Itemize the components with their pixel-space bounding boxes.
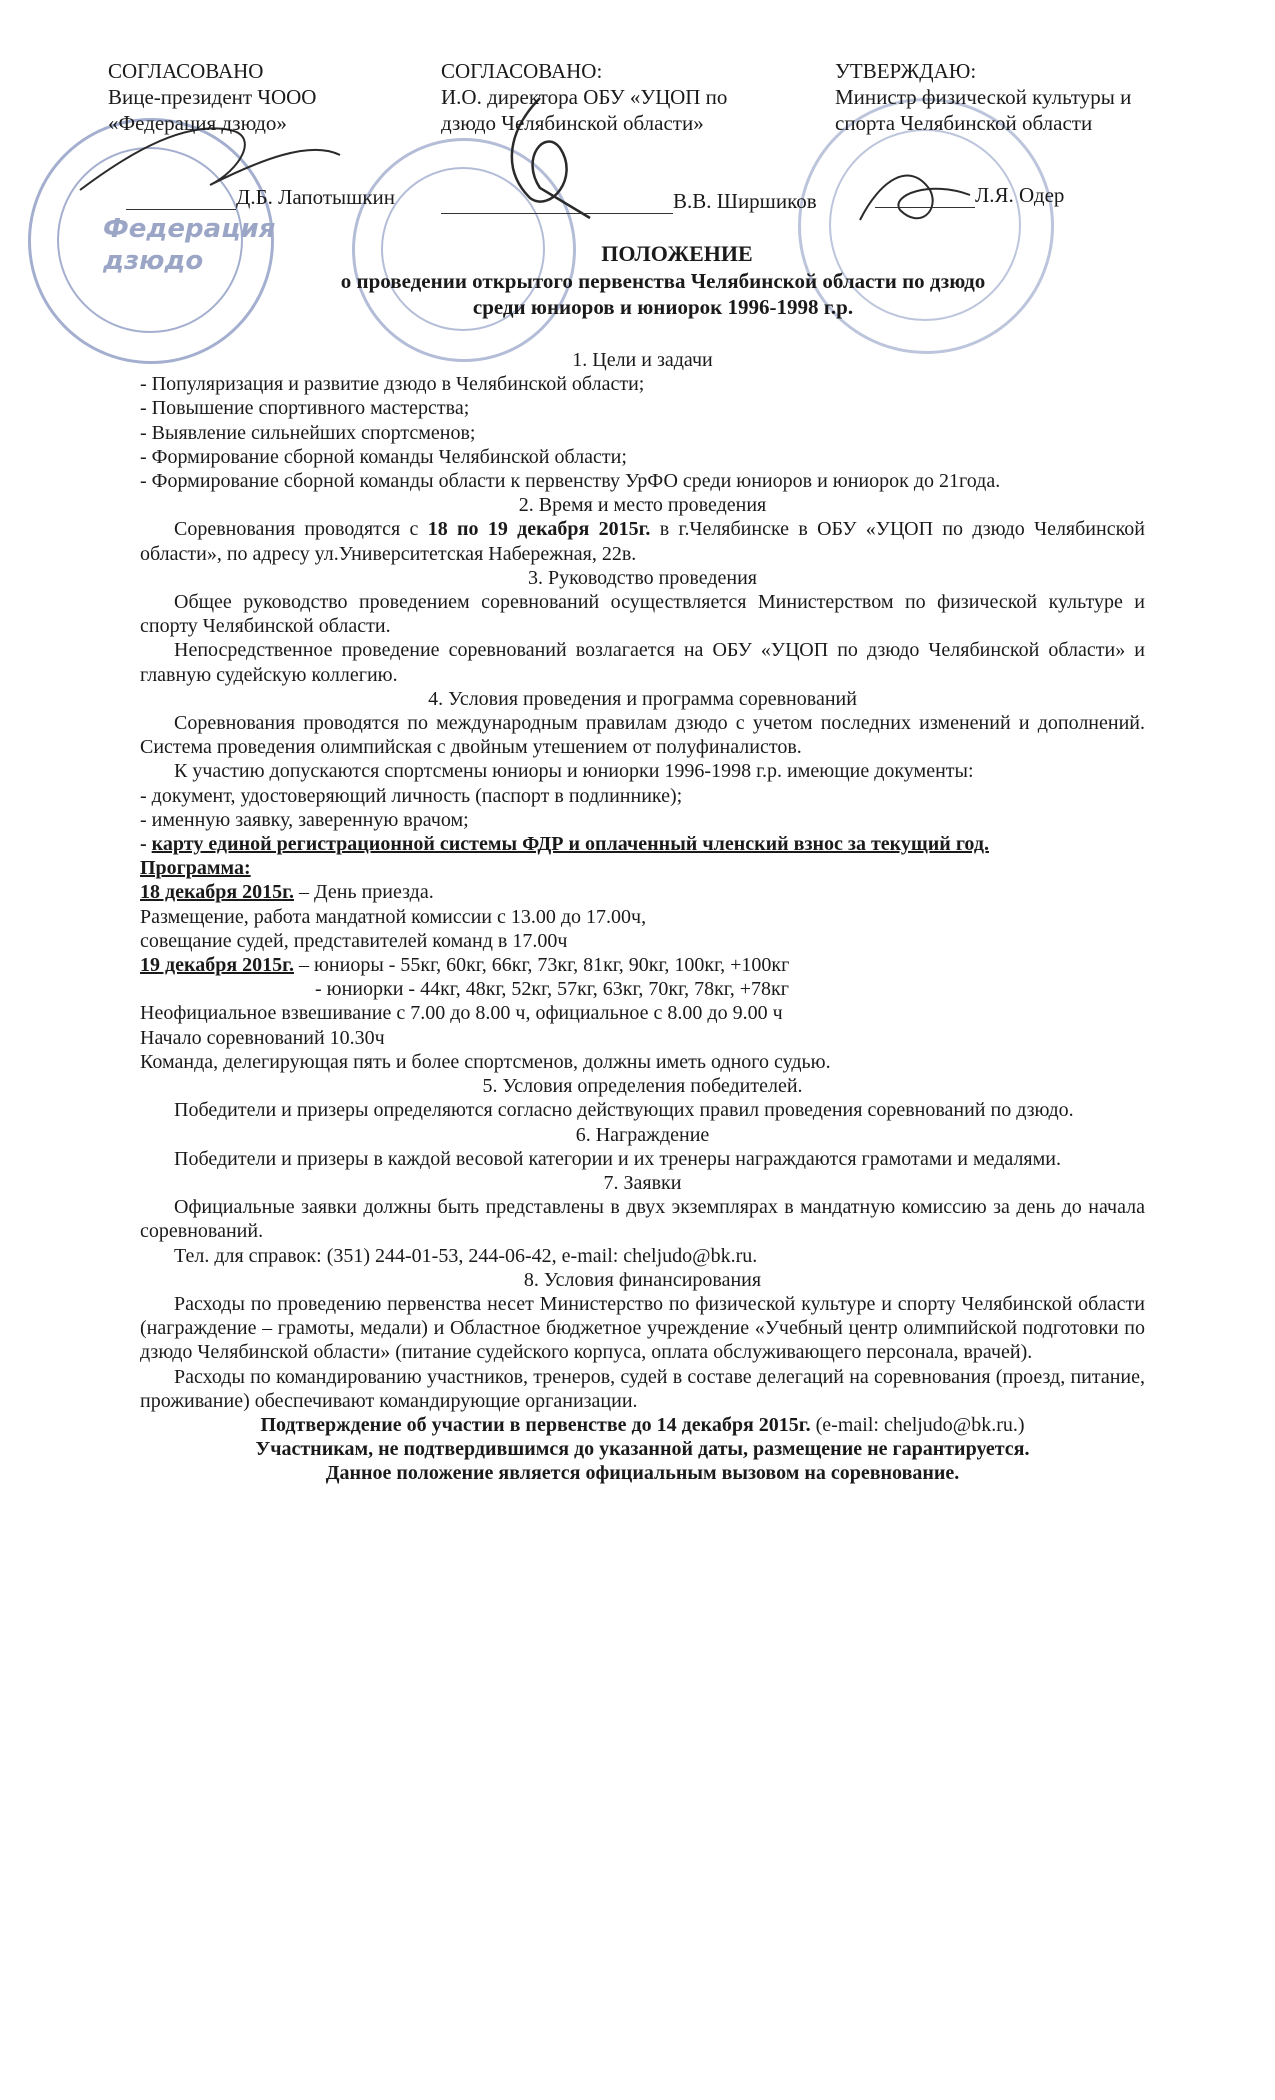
approvals-header [108, 58, 1218, 218]
signature-line [875, 182, 1064, 208]
approval-role-line: Министр физической культуры и [835, 85, 1132, 109]
program-line [140, 953, 1145, 977]
program-label: Программа: [140, 857, 251, 880]
list-item: - Повышение спортивного мастерства; [140, 397, 470, 420]
approval-block [108, 58, 418, 209]
text-run: – День приезда. [293, 881, 434, 904]
paragraph: Победители и призеры определяются согласно действующих правил проведения соревнований по дзюдо. [174, 1099, 1074, 1122]
list-item: - Формирование сборной команды Челябинской области; [140, 445, 627, 468]
text-run: Соревнования проводятся с [174, 518, 428, 541]
section-heading: 3. Руководство проведения [528, 566, 757, 589]
page-subtitle: среди юниоров и юниорок 1996-1998 г.р. [472, 295, 854, 319]
program-line: совещание судей, представителей команд в 17.00ч [140, 929, 568, 952]
list-item [140, 832, 1145, 856]
text-run: - [140, 833, 152, 856]
page-title: ПОЛОЖЕНИЕ [601, 241, 753, 266]
approval-role-line: «Федерация дзюдо» [108, 111, 287, 135]
approval-role-line: СОГЛАСОВАНО: [441, 59, 603, 83]
event-dates: 18 по 19 декабря 2015г. [427, 518, 651, 541]
approval-role-line: СОГЛАСОВАНО [108, 59, 264, 83]
paragraph: Расходы по командированию участников, тренеров, судей в составе делегаций на соревнования (проезд, питание, проживание) обеспечивают командирующие организации. [140, 1365, 1145, 1412]
text-run: – юниоры - 55кг, 60кг, 66кг, 73кг, 81кг, 90кг, 100кг, +100кг [293, 954, 790, 977]
list-item: - именную заявку, заверенную врачом; [140, 808, 469, 831]
signature-line [126, 184, 395, 210]
approval-role-line: УТВЕРЖДАЮ: [835, 59, 977, 83]
paragraph: Общее руководство проведением соревнований осуществляется Министерством по физической культуре и спорту Челябинской области. [140, 591, 1145, 638]
section-heading: 7. Заявки [603, 1171, 682, 1194]
list-item: - Популяризация и развитие дзюдо в Челябинской области; [140, 373, 645, 396]
section-heading: 5. Условия определения победителей. [482, 1075, 803, 1098]
stamp-text-line: Федерация [103, 214, 276, 244]
section-heading: 8. Условия финансирования [523, 1268, 762, 1291]
paragraph: Официальные заявки должны быть представлены в двух экземплярах в мандатную комиссию за день до начала соревнований. [140, 1196, 1145, 1243]
program-date: 18 декабря 2015г. [140, 881, 294, 904]
text-run: (e-mail: cheljudo@bk.ru.) [810, 1413, 1025, 1436]
approval-role-line: Вице-президент ЧОOO [108, 85, 317, 109]
text-run: в г.Челябинске в ОБУ «УЦОП по дзюдо Челябинской области», по адресу ул.Университетская Набережная, 22в. [140, 518, 1145, 565]
document-title-block [108, 240, 1218, 320]
signatory-name: В.В. Ширшиков [673, 189, 817, 213]
stamp-text-line: дзюдо [103, 246, 204, 276]
program-line: Начало соревнований 10.30ч [140, 1026, 385, 1049]
contact-line: Тел. для справок: (351) 244-01-53, 244-06-42, e-mail: cheljudo@bk.ru. [174, 1244, 758, 1267]
program-line: Команда, делегирующая пять и более спортсменов, должны иметь одного судью. [140, 1050, 831, 1073]
signatory-name: Л.Я. Одер [975, 183, 1065, 207]
program-line: - юниорки - 44кг, 48кг, 52кг, 57кг, 63кг, 70кг, 78кг, +78кг [315, 978, 789, 1001]
program-line: Размещение, работа мандатной комиссии с 13.00 до 17.00ч, [140, 905, 647, 928]
paragraph: Непосредственное проведение соревнований возлагается на ОБУ «УЦОП по дзюдо Челябинской области» и главную судейскую коллегию. [140, 639, 1145, 686]
section-heading: 2. Время и место проведения [518, 494, 767, 517]
approval-block [835, 58, 1218, 207]
approval-role-line: спорта Челябинской области [835, 111, 1093, 135]
list-item: - документ, удостоверяющий личность (паспорт в подлиннике); [140, 784, 683, 807]
signature-line [441, 188, 817, 214]
text-run: Подтверждение об участии в первенстве до 14 декабря 2015г. [260, 1413, 811, 1436]
approval-block [441, 58, 817, 213]
approval-role-line: И.О. директора ОБУ «УЦОП по [441, 85, 728, 109]
paragraph: Расходы по проведению первенства несет Министерство по физической культуре и спорту Челябинской области (награждение – грамоты, медали) и Областное бюджетное учреждение «Учебный центр олимпийской подготовки по дзюдо Челябинской области» (питание судейского корпуса, оплата обслуживающего персонала, врачей). [140, 1292, 1145, 1364]
page-subtitle: о проведении открытого первенства Челябинской области по дзюдо [340, 269, 986, 293]
footer-line: Данное положение является официальным вызовом на соревнование. [325, 1462, 960, 1485]
list-item: - Выявление сильнейших спортсменов; [140, 421, 476, 444]
paragraph [140, 517, 1145, 565]
approval-role-line: дзюдо Челябинской области» [441, 111, 704, 135]
footer-line [140, 1413, 1145, 1437]
program-line: Неофициальное взвешивание с 7.00 до 8.00 ч, официальное с 8.00 до 9.00 ч [140, 1002, 783, 1025]
list-item: - Формирование сборной команды области к первенству УрФО среди юниоров и юниорок до 21года. [140, 470, 1001, 493]
paragraph: Соревнования проводятся по международным правилам дзюдо с учетом последних изменений и дополнений. Система проведения олимпийская с двойным утешением от полуфиналистов. [140, 712, 1145, 759]
text-run: карту единой регистрационной системы ФДР и оплаченный членский взнос за текущий год. [151, 833, 989, 856]
section-heading: 4. Условия проведения и программа соревнований [428, 687, 857, 710]
paragraph: Победители и призеры в каждой весовой категории и их тренеры награждаются грамотами и медалями. [174, 1147, 1061, 1170]
document-body [140, 348, 1145, 1486]
footer-line: Участникам, не подтвердившимся до указанной даты, размещение не гарантируется. [255, 1438, 1030, 1461]
program-line [140, 880, 1145, 904]
signatory-name: Д.Б. Лапотышкин [236, 185, 396, 209]
section-heading: 6. Награждение [575, 1123, 710, 1146]
program-date: 19 декабря 2015г. [140, 954, 294, 977]
section-heading: 1. Цели и задачи [572, 349, 713, 371]
paragraph: К участию допускаются спортсмены юниоры и юниорки 1996-1998 г.р. имеющие документы: [174, 760, 974, 783]
